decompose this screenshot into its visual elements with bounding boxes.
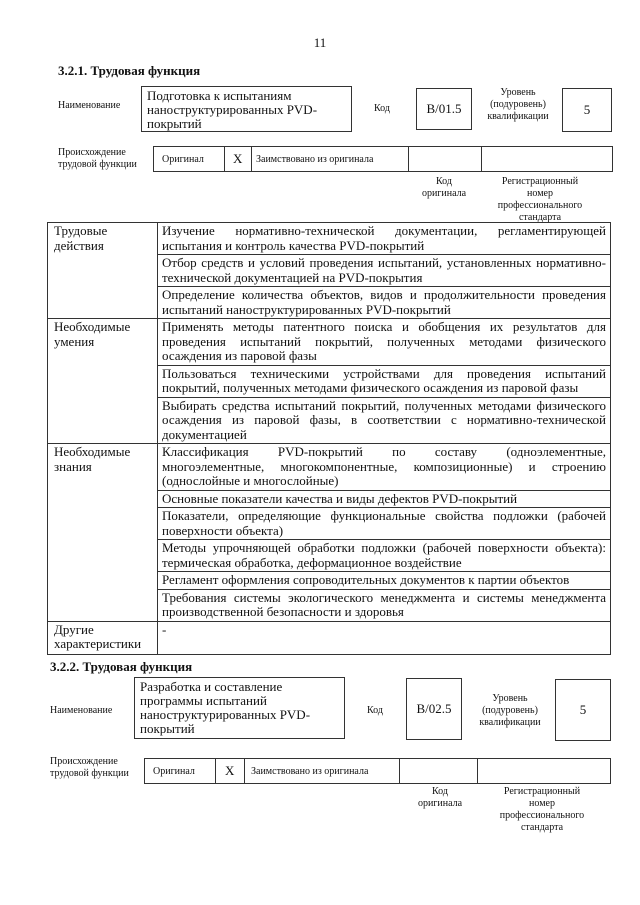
action-item: Определение количества объектов, видов и продолжительности проведения испытаний наноструктурированных PVD-покрытий: [158, 287, 611, 319]
table-row: [48, 444, 611, 491]
knowledge-item: Методы упрочняющей обработки подложки (рабочей поверхности объекта): термическая обработка, деформационное воздействие: [158, 540, 611, 572]
origin-borrowed: Заимствовано из оригинала: [256, 154, 374, 165]
name-value-box: [141, 86, 352, 132]
skill-item: Выбирать средства испытаний покрытий, полученных методами физического осаждения из паровой фазы, в соответствии с нормативно-технической документацией: [158, 397, 611, 444]
code-value: B/02.5: [416, 701, 452, 716]
code-value: B/01.5: [426, 101, 462, 116]
origin-mark: X: [225, 763, 235, 778]
name-value-box: [134, 677, 345, 739]
reg-number-label: Регистрационный номер профессионального стандарта: [499, 786, 585, 833]
table-row: [48, 319, 611, 366]
section-heading: 3.2.2. Трудовая функция: [50, 659, 193, 674]
origin-label: Происхождение трудовой функции: [50, 756, 129, 779]
code-original-label: Код оригинала: [417, 786, 463, 809]
skills-label: Необходимые умения: [48, 319, 158, 444]
name-value: Подготовка к испытаниям наноструктурированных PVD-покрытий: [147, 88, 318, 131]
other-label: Другие характеристики: [48, 621, 158, 654]
origin-original: Оригинал: [162, 154, 204, 165]
skill-item: Пользоваться техническими устройствами для проведения испытаний покрытий, полученных методами физического осаждения из паровой фазы: [158, 365, 611, 397]
level-value: 5: [583, 102, 591, 117]
level-value: 5: [579, 702, 587, 717]
reg-number-label: Регистрационный номер профессионального стандарта: [497, 176, 583, 223]
code-original-label: Код оригинала: [421, 176, 467, 199]
origin-row: [153, 146, 613, 172]
knowledge-item: Регламент оформления сопроводительных документов к партии объектов: [158, 572, 611, 590]
actions-label: Трудовые действия: [48, 223, 158, 319]
code-label: Код: [374, 103, 390, 114]
table-row: [48, 621, 611, 654]
skill-item: Применять методы патентного поиска и обобщения их результатов для проведения испытаний покрытий, полученных методами физического осаждения из паровой фазы: [158, 319, 611, 366]
action-item: Отбор средств и условий проведения испытаний, установленных нормативно-технической документацией на PVD-покрытия: [158, 255, 611, 287]
knowledge-item: Классификация PVD-покрытий по составу (одноэлементные, многоэлементные, многокомпонентные, композиционные) и строению (однослойные и многослойные): [158, 444, 611, 491]
code-value-box: [406, 678, 462, 740]
level-value-box: [562, 88, 612, 132]
knowledge-item: Показатели, определяющие функциональные свойства подложки (рабочей поверхности объекта): [158, 508, 611, 540]
section-heading: 3.2.1. Трудовая функция: [58, 63, 201, 78]
labor-function-table: [47, 222, 611, 655]
code-label: Код: [367, 705, 383, 716]
origin-borrowed: Заимствовано из оригинала: [251, 766, 369, 777]
level-label: Уровень (подуровень) квалификации: [479, 693, 541, 728]
name-value: Разработка и составление программы испытаний наноструктурированных PVD-покрытий: [140, 679, 311, 736]
origin-mark: X: [233, 151, 243, 166]
level-value-box: [555, 679, 611, 741]
table-row: [48, 223, 611, 255]
origin-original: Оригинал: [153, 766, 195, 777]
other-value: -: [158, 621, 611, 654]
knowledge-item: Основные показатели качества и виды дефектов PVD-покрытий: [158, 490, 611, 508]
page-number: 11: [313, 35, 327, 50]
level-label: Уровень (подуровень) квалификации: [487, 87, 549, 122]
name-label: Наименование: [50, 705, 113, 716]
name-label: Наименование: [58, 100, 121, 111]
knowledge-label: Необходимые знания: [48, 444, 158, 622]
action-item: Изучение нормативно-технической документации, регламентирующей испытания и контроль качества PVD-покрытий: [158, 223, 611, 255]
origin-row: [144, 758, 611, 784]
code-value-box: [416, 88, 472, 130]
origin-label: Происхождение трудовой функции: [58, 147, 137, 170]
knowledge-item: Требования системы экологического менеджмента и системы менеджмента производственной безопасности и здоровья: [158, 589, 611, 621]
